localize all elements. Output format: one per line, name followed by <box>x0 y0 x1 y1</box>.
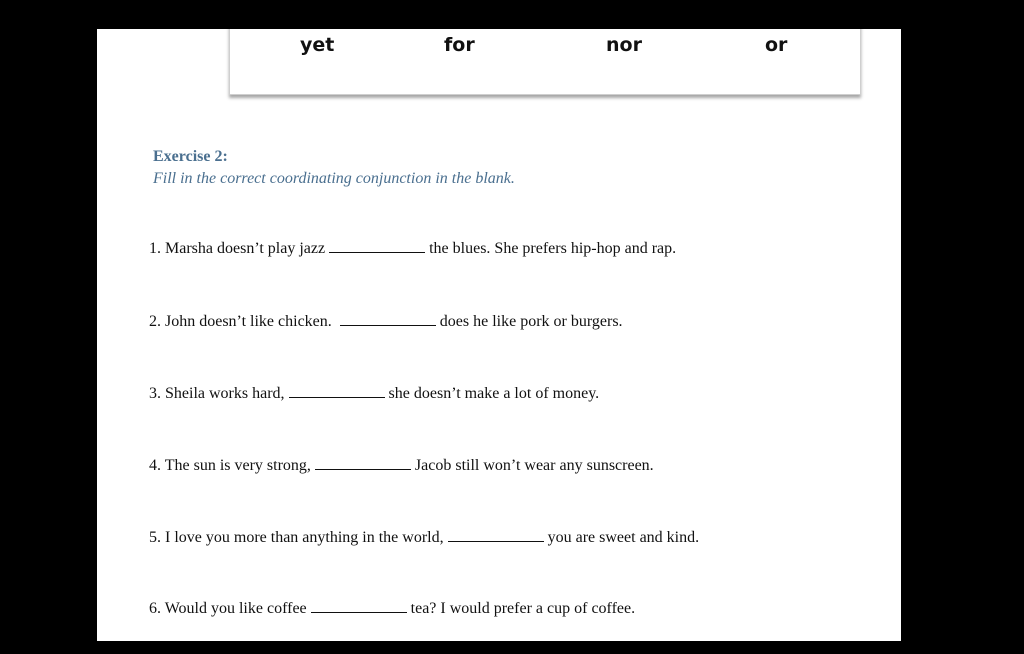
exercise-item-4 <box>149 457 654 475</box>
exercise-title: Exercise 2: <box>153 148 228 165</box>
answer-blank[interactable] <box>311 600 407 613</box>
item-text-after: you are sweet and kind. <box>543 529 700 546</box>
item-text-after: the blues. She prefers hip-hop and rap. <box>425 240 677 257</box>
item-text-after: she doesn’t make a lot of money. <box>384 385 600 402</box>
exercise-item-1 <box>149 240 676 258</box>
item-text-before: 5. I love you more than anything in the world, <box>149 529 448 546</box>
exercise-item-6 <box>149 600 635 618</box>
answer-blank[interactable] <box>340 313 436 326</box>
worksheet-page <box>97 29 901 641</box>
item-text-after: does he like pork or burgers. <box>435 313 623 330</box>
item-text-before: 3. Sheila works hard, <box>149 385 289 402</box>
exercise-item-2 <box>149 313 623 331</box>
exercise-item-3 <box>149 385 599 403</box>
word-bank-word: yet <box>300 34 335 56</box>
answer-blank[interactable] <box>315 457 411 470</box>
word-bank-box <box>229 29 861 95</box>
word-bank-word: or <box>765 34 788 56</box>
item-text-before: 4. The sun is very strong, <box>149 457 315 474</box>
item-text-before: 2. John doesn’t like chicken. <box>149 313 340 330</box>
answer-blank[interactable] <box>329 240 425 253</box>
answer-blank[interactable] <box>289 385 385 398</box>
item-text-after: tea? I would prefer a cup of coffee. <box>406 600 636 617</box>
word-bank-word: for <box>444 34 475 56</box>
item-text-after: Jacob still won’t wear any sunscreen. <box>410 457 654 474</box>
item-text-before: 6. Would you like coffee <box>149 600 311 617</box>
exercise-item-5 <box>149 529 699 547</box>
word-bank-word: nor <box>606 34 642 56</box>
answer-blank[interactable] <box>448 529 544 542</box>
exercise-instruction: Fill in the correct coordinating conjunction in the blank. <box>153 170 515 187</box>
item-text-before: 1. Marsha doesn’t play jazz <box>149 240 330 257</box>
